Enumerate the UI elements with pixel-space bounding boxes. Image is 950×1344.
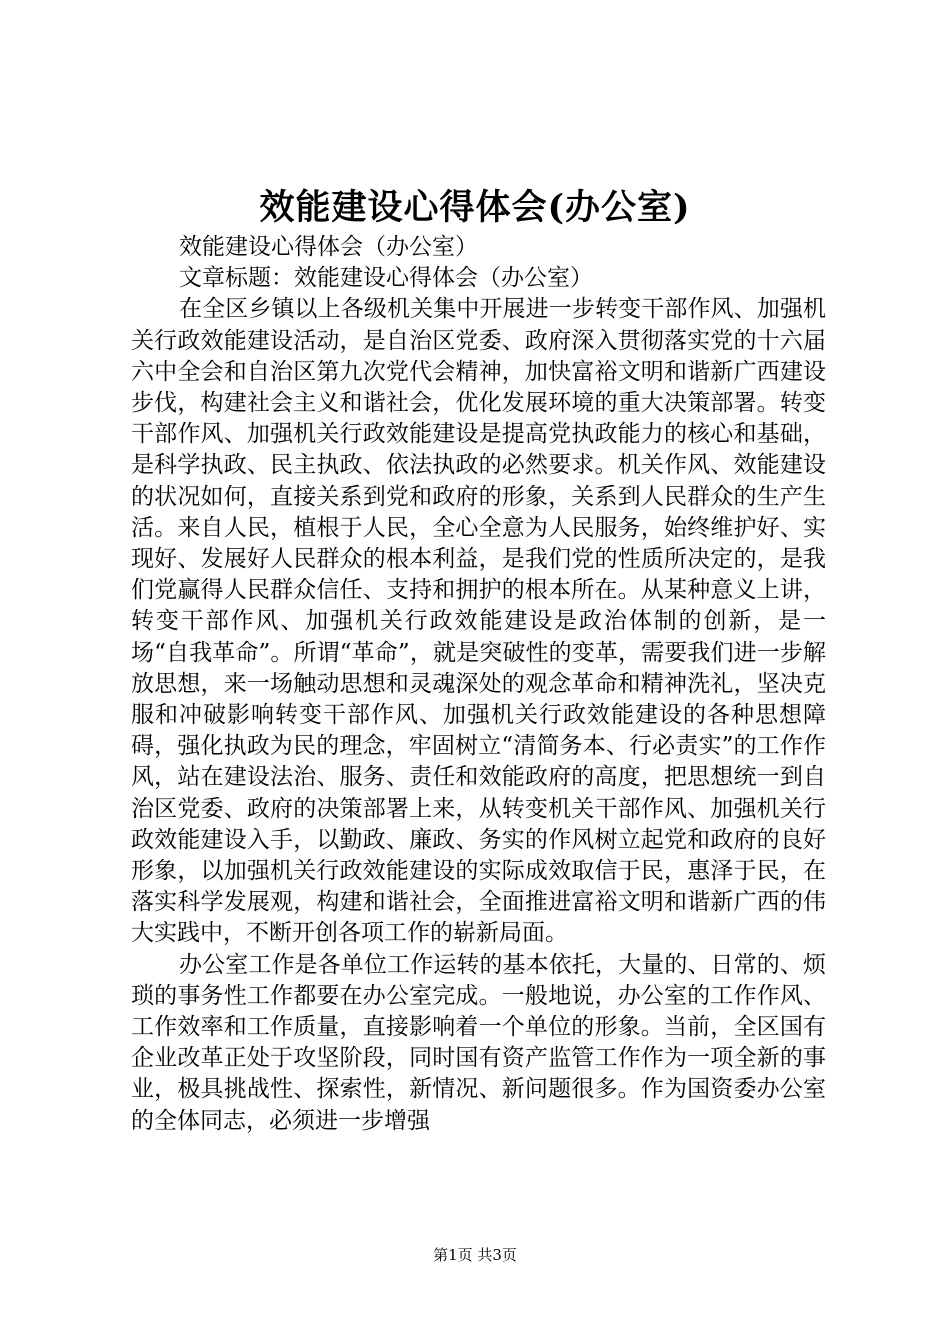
document-body: [131, 232, 826, 1137]
page-number-footer: 第1页 共3页: [433, 1246, 517, 1264]
article-title-line: 文章标题：效能建设心得体会（办公室）: [179, 265, 593, 292]
body-paragraph-1: 在全区乡镇以上各级机关集中开展进一步转变干部作风、加强机关行政效能建设活动，是自治区党委、政府深入贯彻落实党的十六届六中全会和自治区第九次党代会精神，加快富裕文明和谐新广西建设步伐，构建社会主义和谐社会，优化发展环境的重大决策部署。转变干部作风、加强机关行政效能建设是提高党执政能力的核心和基础，是科学执政、民主执政、依法执政的必然要求。机关作风、效能建设的状况如何，直接关系到党和政府的形象，关系到人民群众的生产生活。来自人民，植根于人民，全心全意为人民服务，始终维护好、实现好、发展好人民群众的根本利益，是我们党的性质所决定的，是我们党赢得人民群众信任、支持和拥护的根本所在。从某种意义上讲，转变干部作风、加强机关行政效能建设是政治体制的创新，是一场“自我革命”。所谓“革命”，就是突破性的变革，需要我们进一步解放思想，来一场触动思想和灵魂深处的观念革命和精神洗礼，坚决克服和冲破影响转变干部作风、加强机关行政效能建设的各种思想障碍，强化执政为民的理念，牢固树立“清简务本、行必责实”的工作作风，站在建设法治、服务、责任和效能政府的高度，把思想统一到自治区党委、政府的决策部署上来，从转变机关干部作风、加强机关行政效能建设入手，以勤政、廉政、务实的作风树立起党和政府的良好形象，以加强机关行政效能建设的实际成效取信于民，惠泽于民，在落实科学发展观，构建和谐社会，全面推进富裕文明和谐新广西的伟大实践中，不断开创各项工作的崭新局面。: [131, 296, 826, 947]
subtitle-line: 效能建设心得体会（办公室）: [179, 234, 478, 260]
body-paragraph-2: 办公室工作是各单位工作运转的基本依托，大量的、日常的、烦琐的事务性工作都要在办公室完成。一般地说，办公室的工作作风、工作效率和工作质量，直接影响着一个单位的形象。当前，全区国有企业改革正处于攻坚阶段，同时国有资产监管工作作为一项全新的事业，极具挑战性、探索性，新情况、新问题很多。作为国资委办公室的全体同志，必须进一步增强: [131, 951, 826, 1134]
document-title: 效能建设心得体会(办公室): [259, 187, 691, 228]
